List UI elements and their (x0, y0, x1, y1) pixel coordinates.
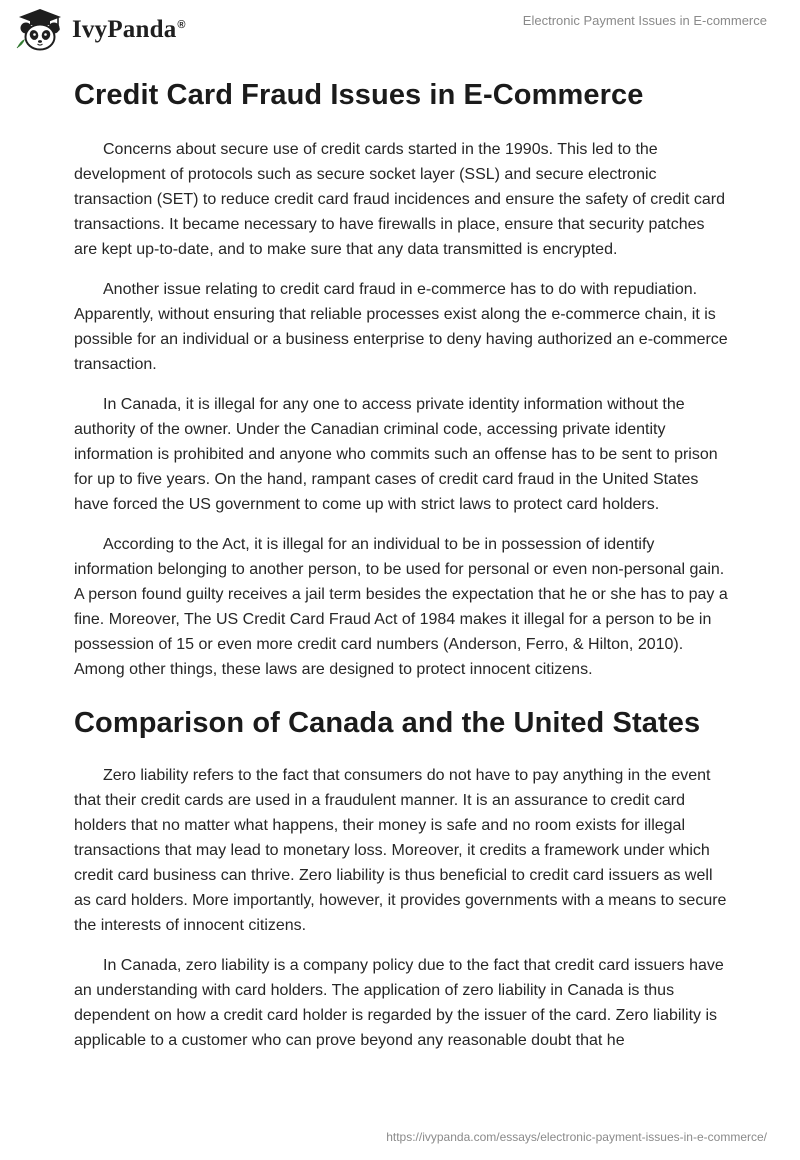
section-heading: Credit Card Fraud Issues in E-Commerce (74, 79, 644, 111)
panda-graduate-icon (14, 8, 66, 52)
brand-name (72, 16, 186, 44)
article-body (74, 68, 730, 1068)
document-title: Electronic Payment Issues in E-commerce (522, 13, 767, 28)
section-heading: Comparison of Canada and the United States (74, 707, 701, 739)
paragraph: In Canada, it is illegal for any one to access private identity information without the authority of the owner. Under the Canadian criminal code, accessing private identity information is prohibited and anyone who commits such an offense has to be sent to prison for up to five years. On the hand, rampant cases of credit card fraud in the United States have forced the US government to come up with strict laws to protect card holders. (74, 396, 718, 513)
paragraph: Another issue relating to credit card fraud in e-commerce has to do with repudiation. Apparently, without ensuring that reliable processes exist along the e-commerce chain, it is possible for an individual or a business enterprise to deny having authorized an e-commerce transaction. (74, 281, 728, 373)
paragraph: According to the Act, it is illegal for an individual to be in possession of identify information belonging to another person, to be used for personal or even non-personal gain. A person found guilty receives a jail term besides the expectation that he or she has to pay a fine. Moreover, The US Credit Card Fraud Act of 1984 makes it illegal for a person to be in possession of 15 or even more credit card numbers (Anderson, Ferro, & Hilton, 2010). Among other things, these laws are designed to protect innocent citizens. (74, 536, 728, 678)
page-header (0, 0, 800, 56)
brand-logo[interactable] (14, 8, 186, 52)
brand-name-text: IvyPanda (72, 16, 177, 43)
registered-mark: ® (177, 18, 186, 31)
source-url[interactable]: https://ivypanda.com/essays/electronic-payment-issues-in-e-commerce/ (386, 1130, 767, 1144)
paragraph: Zero liability refers to the fact that consumers do not have to pay anything in the event that their credit cards are used in a fraudulent manner. It is an assurance to credit card holders that no matter what happens, their money is safe and no room exists for illegal transactions that may lead to monetary loss. Moreover, it credits a framework under which credit card business can thrive. Zero liability is thus beneficial to credit card issuers as well as card holders. More importantly, however, it provides governments with a means to secure the interests of innocent citizens. (74, 767, 727, 934)
paragraph: Concerns about secure use of credit cards started in the 1990s. This led to the development of protocols such as secure socket layer (SSL) and secure electronic transaction (SET) to reduce credit card fraud incidences and ensure the safety of credit card transactions. It became necessary to have firewalls in place, ensure that security patches are kept up-to-date, and to make sure that any data transmitted is encrypted. (74, 141, 725, 258)
paragraph: In Canada, zero liability is a company policy due to the fact that credit card issuers have an understanding with card holders. The application of zero liability in Canada is thus dependent on how a credit card holder is regarded by the issuer of the card. Zero liability is applicable to a customer who can prove beyond any reasonable doubt that he (74, 957, 724, 1049)
